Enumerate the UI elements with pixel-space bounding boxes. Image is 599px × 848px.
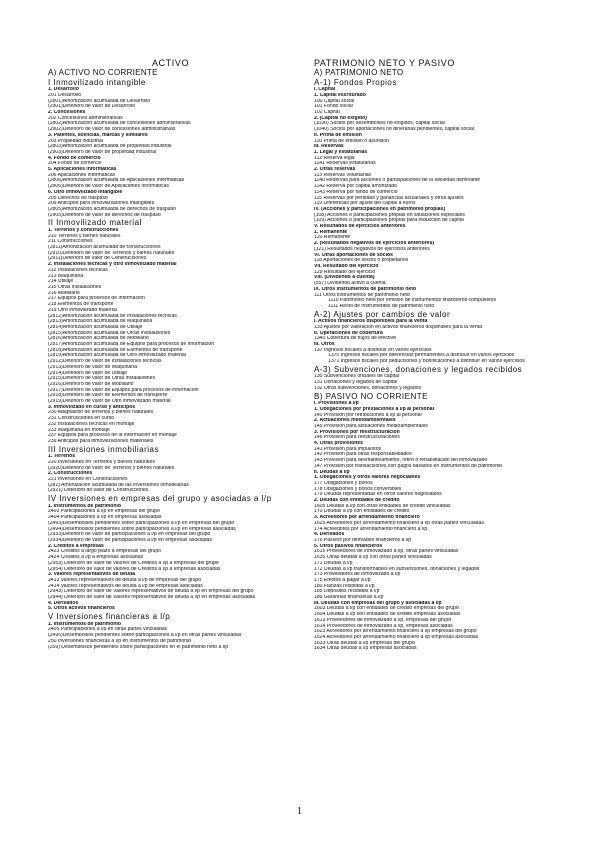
- account-line: (2933)Deterioro de valor de participaciones a l/p en empresas del grupo: [48, 532, 211, 538]
- item-heading: 2. Concesiones: [48, 110, 86, 115]
- account-line: 237 Equipos para procesos de la información en montaje: [48, 433, 177, 439]
- account-line: (2801)Amortización acumulada de Desarrollo: [48, 98, 151, 104]
- equity-liabilities-list: [314, 69, 564, 652]
- account-line: 1140 Reservas para acciones o participaciones de la sociedad dominante: [314, 178, 481, 184]
- page-number: 1: [297, 806, 302, 817]
- account-line: 221 Inversiones en Construcciones: [48, 477, 128, 483]
- account-line: (2906)Deterioro de valor de Aplicaciones informáticas: [48, 184, 169, 190]
- account-line: 206 Aplicaciones informáticas: [48, 172, 116, 178]
- account-line: (2811)Amortización acumulada de construcciones: [48, 245, 161, 251]
- account-line: (2814)Amortización acumulada de Utillaje: [48, 324, 143, 330]
- account-line: (2921) Deterioro de valor de Construcciones: [48, 488, 149, 494]
- item-heading: 5. Aplicaciones informáticas: [48, 167, 117, 173]
- account-line: 218 Elementos de transporte: [48, 302, 114, 308]
- account-line: 145 Provisión para actuaciones medioambientales: [314, 423, 428, 429]
- section-heading: A) PATRIMONIO NETO: [314, 68, 404, 77]
- account-line: (2817)Amortización acumulada de Equipos para procesos de información: [48, 342, 214, 348]
- group-heading: B) PASIVO NO CORRIENTE: [314, 391, 428, 401]
- account-line: 180 Fianzas recibidas a l/p: [314, 583, 375, 589]
- account-line: 115 Reservas por pérdidas y ganancias actuariales y otros ajustes: [314, 195, 464, 201]
- item-heading: 6. Otro inmovilizado intangible: [48, 189, 123, 195]
- account-line: (2912)Deterioro de valor de Instalaciones técnicas: [48, 359, 162, 365]
- account-line: 1625 Acreedores por arrendamiento financiero a l/p otras partes vinculadas: [314, 520, 484, 526]
- assets-list: [48, 69, 293, 650]
- account-line: 178 Obligaciones y bonos convertibles: [314, 486, 402, 492]
- account-line: (2920)Deterioro de valor de Terrenos y bienes naturales: [48, 465, 175, 471]
- account-line: 146 Provisión para reestructuraciones: [314, 435, 400, 441]
- account-line: (2916)Deterioro de valor de Mobiliario: [48, 381, 134, 387]
- account-line: (2806)Amortización acumulada de Aplicaciones informáticas: [48, 178, 185, 184]
- item-heading: 2. Deudas con entidades de crédito: [314, 498, 400, 504]
- group-heading: V Inversiones financieras a l/p: [48, 612, 171, 622]
- account-line: 101 Fondo social: [314, 104, 353, 110]
- assets-title: ACTIVO: [151, 58, 190, 68]
- item-heading: 1. Desarrollo: [48, 87, 79, 93]
- account-line: 132 Otras subvenciones, donaciones y legados: [314, 385, 422, 391]
- item-heading: 1. Terrenos y construcciones: [48, 227, 119, 233]
- item-heading: II. Operaciones de cobertura: [314, 330, 383, 336]
- account-line: 220 Inversiones en Terrenos y bienes naturales: [48, 459, 155, 465]
- group-heading: A-2) Ajustes por cambios de valor: [314, 309, 451, 319]
- account-line: 216 Mobiliario: [48, 290, 80, 296]
- account-line: 1615 Proveedores de inmovilizado a l/p, otras partes vinculadas: [314, 549, 459, 555]
- account-line: 141 Provisión para impuestos: [314, 446, 382, 452]
- item-heading: 1. Obligaciones por prestaciones a l/p al personal: [314, 406, 435, 412]
- account-line: (2915)Deterioro de valor de Otras instalaciones: [48, 376, 156, 382]
- account-line: 1340 Cobertura de flujos de efectivo: [314, 336, 396, 342]
- account-line: (109) Acciones o participaciones propias para reducción de capital: [314, 218, 464, 224]
- account-line: (2818)Amortización acumulada de Elementos de transporte: [48, 347, 183, 353]
- equity-liabilities-title: PATRIMONIO NETO Y PASIVO: [314, 58, 455, 68]
- account-line: (2902)Deterioro de valor de concesiones administrativas: [48, 127, 176, 133]
- account-line: (108) Acciones o participaciones propias en situaciones especiales: [314, 212, 465, 218]
- equity-liabilities-column: [314, 58, 564, 652]
- account-line: 140 Provisión por retribuciones a l/p al personal: [314, 412, 422, 418]
- account-line: 137 Ingresos fiscales a distribuir en varios ejercicios: [314, 347, 432, 353]
- item-heading: 2. Créditos a empresas: [48, 543, 104, 549]
- account-line: 1624 Acreedores por arrendamiento financiero a l/p empresas asociadas: [314, 634, 479, 640]
- account-line: 129 Resultado del ejercicio: [314, 269, 376, 275]
- account-line: 2405 Participaciones a l/p en otras partes vinculadas: [48, 627, 168, 633]
- account-line: 100 Capital social: [314, 98, 355, 104]
- item-heading: 3. Inmovilizado en curso y anticipos: [48, 404, 136, 410]
- account-line: 175 Efectos a pagar a l/p: [314, 577, 371, 583]
- item-heading: 4. Fondo de comercio: [48, 155, 101, 161]
- account-line: 118 Aportaciones de socios o propietarios: [314, 258, 409, 264]
- account-line: (2913)Deterioro de valor de Maquinaria: [48, 364, 137, 370]
- account-line: 201 Desarrollo: [48, 92, 82, 98]
- account-line: (2493)Desembolsos pendientes sobre participaciones a l/p en empresas del grupo: [48, 520, 235, 526]
- item-heading: 1. Terrenos: [48, 454, 76, 460]
- account-line: 1370 Ingresos fiscales por diferencias permanentes a distribuir en varios ejercicios: [328, 353, 515, 359]
- account-line: 2424 Créditos a l/p a empresas asociadas: [48, 555, 144, 561]
- group-heading: A-3) Subvenciones, donaciones y legados recibidos: [314, 364, 523, 374]
- section-heading: A) ACTIVO NO CORRIENTE: [48, 68, 158, 77]
- account-line: (2943) Deterioro de valor de Valores representativos de deuda a l/p en empresas del grupo: [48, 589, 254, 595]
- account-line: 102 Capital: [314, 110, 340, 115]
- account-line: 113 Reservas voluntarias: [314, 172, 372, 178]
- account-line: 213 Maquinaria: [48, 273, 84, 279]
- account-line: 232 Instalaciones técnicas en montaje: [48, 421, 135, 427]
- account-line: 133 Ajustes por valoración en activos financieros disponibles para la venta: [314, 324, 482, 330]
- account-line: 1111 Resto de instrumentos de patrimonio neto: [328, 303, 435, 309]
- account-line: 1142 Reserva por capital amortizado: [314, 184, 397, 190]
- item-heading: 4. Derivados: [314, 532, 345, 538]
- account-line: 1613 Proveedores de inmovilizado a l/p, empresas del grupo: [314, 617, 452, 623]
- account-line: (121) Resultados negativos de ejercicios anteriores: [314, 246, 430, 252]
- account-line: (2901)Deterioro de valor de Desarrollo: [48, 104, 135, 110]
- account-line: (2813)Amortización acumulada de Maquinaria: [48, 319, 153, 325]
- account-line: 1603 Deudas a l/p con entidades de crédito empresas del grupo: [314, 606, 459, 612]
- account-line: (2819)Amortización acumulada de Otro inmovilizado material: [48, 353, 186, 359]
- account-line: (2805)Amortización acumulada de derechos de traspaso: [48, 206, 176, 212]
- account-line: (1030) Socios por desembolsos no exigidos, capital social: [314, 121, 445, 127]
- account-line: (2815)Amortización acumulada de Otras instalaciones: [48, 330, 171, 336]
- account-line: 1371 Ingresos fiscales por deducciones y bonificaciones a distribuir en varios ejercicios: [328, 359, 525, 365]
- account-line: 2403 Participaciones a l/p en empresas del grupo: [48, 509, 160, 515]
- item-heading: III. Deudas con empresas del grupo y asociadas a l/p: [314, 600, 442, 606]
- account-line: 177 Obligaciones y bonos: [314, 480, 373, 486]
- item-heading: II. Prima de emisión: [314, 132, 362, 138]
- account-line: 219 Otro inmovilizado material: [48, 307, 117, 313]
- account-line: 119 Diferencias por ajuste del capital a euros: [314, 201, 416, 207]
- item-heading: VIII. (Dividendo a cuenta): [314, 275, 375, 281]
- account-line: 1110 Patrimonio neto por emisión de instrumentos financieros compuestos: [328, 298, 496, 304]
- item-heading: 2. Otras reservas: [314, 167, 356, 173]
- item-heading: 5. Otros pasivos financieros: [314, 543, 383, 549]
- account-line: 215 Otras instalaciones: [48, 284, 102, 290]
- item-heading: III. Otros: [314, 342, 335, 348]
- item-heading: 2. Actuaciones medioambientales: [314, 418, 396, 424]
- group-heading: A-1) Fondos Propios: [314, 77, 397, 87]
- account-line: (2910)Deterioro de valor de Terrenos y bienes naturales: [48, 250, 175, 256]
- account-line: 172 Deudas a l/p transformables en subvenciones, donaciones y legados: [314, 566, 480, 572]
- item-heading: 1. Instrumentos de patrimonio: [48, 503, 122, 509]
- item-heading: I. Activos financieros disponibles para la venta: [314, 319, 428, 325]
- item-heading: I. Capital: [314, 87, 336, 93]
- item-heading: VI. Otras aportaciones de socios: [314, 252, 393, 258]
- account-line: 142 Provisión para otras responsabilidades: [314, 452, 412, 458]
- item-heading: III. Reservas: [314, 144, 344, 150]
- group-heading: I Inmovilizado intangible: [48, 77, 146, 87]
- group-heading: III Inversiones inmobiliarias: [48, 444, 159, 454]
- account-line: 1605 Deudas a l/p con otras entidades de crédito vinculadas: [314, 503, 451, 509]
- account-line: 171 Deudas a l/p: [314, 560, 353, 566]
- account-line: (2954) Deterioro de valor de valores de Créditos a l/p a empresas asociadas: [48, 566, 221, 572]
- item-heading: 3. Valores representativos de deuda: [48, 572, 135, 578]
- account-line: (2914)Deterioro de valor de Utillaje: [48, 370, 127, 376]
- account-line: 173 Proveedores de inmovilizado a l/p: [314, 572, 401, 578]
- account-line: 131 Donaciones y legados de capital: [314, 380, 398, 386]
- account-line: 205 Derechos de traspaso: [48, 195, 108, 201]
- item-heading: 4. Otras provisiones: [314, 441, 363, 447]
- item-heading: 2. (Capital no exigido): [314, 115, 367, 121]
- account-line: 2423 Créditos a largo plazo a empresas del grupo: [48, 549, 161, 555]
- account-line: 239 Anticipos para inmovilizaciones materiales: [48, 438, 154, 444]
- account-line: 179 Deudas representadas en otros valores negociables: [314, 492, 442, 498]
- account-line: 202 Concesiones administrativas: [48, 115, 123, 121]
- item-heading: 1. Legal y estatutarias: [314, 149, 368, 155]
- item-heading: IV. (Acciones y participaciones en patrimonio propias): [314, 206, 446, 212]
- account-line: 1614 Proveedores de inmovilizado a l/p, empresas asociadas: [314, 623, 453, 629]
- account-line: 2414 Valores representativos de deuda a l/p de empresas asociadas: [48, 583, 203, 589]
- account-line: 147 Provisión por transacciones con pagos basados en instrumentos de patrimonio: [314, 463, 503, 469]
- item-heading: 1. Capital escriturado: [314, 92, 366, 98]
- account-line: 174 Acreedores por arrendamiento financiero a l/p: [314, 526, 428, 532]
- account-line: 214 Utillaje: [48, 279, 74, 285]
- item-heading: IX. Otros instrumentos de patrimonio neto: [314, 286, 417, 292]
- assets-column: [48, 58, 293, 650]
- account-line: (1040) Socios por aportaciones no dinerarias pendientes, capital social: [314, 127, 474, 133]
- account-line: (2903)Deterioro de valor de propiedad industrial: [48, 149, 157, 155]
- account-line: 250 Inversiones financieras a l/p en instrumentos de patrimonio: [48, 638, 191, 644]
- account-line: 211 Construcciones: [48, 239, 93, 245]
- account-line: 1635 Otras deudas a l/p con otras partes vinculadas: [314, 555, 432, 561]
- account-line: (2911)Deterioro de valor de Construcciones: [48, 256, 147, 262]
- group-heading: II Inmovilizado material: [48, 218, 142, 228]
- item-heading: V. Resultados de ejercicios anteriores: [314, 224, 406, 230]
- item-heading: VII. Resultado del ejercicio: [314, 263, 379, 269]
- account-line: 185 Depósitos recibidos a l/p: [314, 589, 380, 595]
- account-line: 204 Fondo de comercio: [48, 161, 102, 167]
- account-line: (557) Dividendo activo a cuenta: [314, 281, 386, 287]
- account-line: 1633 Otras deudas a l/p empresas del grupo: [314, 640, 415, 646]
- item-heading: 1. Obligaciones y otros valores negociables: [314, 475, 421, 481]
- account-line: 230 Adaptación de terrenos y bienes naturales: [48, 410, 154, 416]
- account-line: 1604 Deudas a l/p con entidades de crédito empresas asociadas: [314, 612, 461, 618]
- item-heading: 1. Remanente: [314, 229, 348, 235]
- account-line: 1623 Acreedores por arrendamiento financiero a l/p empresas del grupo: [314, 629, 477, 635]
- account-line: 212 Instalaciones técnicas: [48, 267, 108, 273]
- account-line: 112 Reserva legal: [314, 155, 355, 161]
- account-line: 2413 Valores representativos de deuda a l/p de empresas del grupo: [48, 577, 202, 583]
- account-line: (2919)Deterioro de valor de Otro inmovilizado material: [48, 399, 171, 405]
- account-line: 203 Propiedad industrial: [48, 138, 103, 144]
- account-line: 1143 Reserva por fondo de comercio: [314, 189, 398, 195]
- group-heading: IV Inversiones en empresas del grupo y asociadas a l/p: [48, 494, 272, 504]
- account-line: 233 Maquinaria en montaje: [48, 427, 110, 433]
- account-line: 170 Deudas a l/p con entidades de crédito: [314, 509, 410, 515]
- account-line: (2918)Deterioro de valor de Elementos de transporte: [48, 393, 168, 399]
- account-line: 209 Anticipos para inmovilizaciones intangibles: [48, 201, 155, 207]
- account-line: (282) Amortización acumulada de las inversiones inmobiliarias: [48, 482, 189, 488]
- account-line: 130 Subvenciones oficiales de capital: [314, 374, 399, 380]
- item-heading: II. Deudas a l/p: [314, 469, 350, 475]
- account-line: 217 Equipos para procesos de información: [48, 296, 145, 302]
- item-heading: 3. Provisiones por reestructuración: [314, 429, 400, 435]
- item-heading: 2. Construcciones: [48, 471, 93, 477]
- item-heading: 2. (Resultados negativos de ejercicios anteriores): [314, 241, 435, 247]
- item-heading: 5. Otros activos financieros: [48, 606, 115, 612]
- account-line: 176 Pasivos por derivados financieros a l/p: [314, 538, 412, 543]
- account-line: 110 Prima de emisión o asunción: [314, 138, 389, 144]
- account-line: (2495)Desembolsos pendientes sobre participaciones a l/p en otras partes vinculadas: [48, 633, 242, 639]
- account-line: 210 Terrenos y bienes naturales: [48, 233, 121, 239]
- item-heading: 4. Derivados: [48, 600, 79, 606]
- account-line: (2812)Amortización acumulada de Instalaciones técnicas: [48, 313, 177, 319]
- account-line: 111 Otros instrumentos de patrimonio neto: [314, 292, 410, 298]
- item-heading: 2. Instalaciones técnicas y otro inmovilizado material: [48, 262, 177, 268]
- account-line: (2905)Deterioro de valor de derechos de traspaso: [48, 212, 161, 218]
- account-line: (2802)Amortización acumulada de concesiones administrativas: [48, 121, 191, 127]
- account-line: (2934)Deterioro de valor de participaciones a l/p en empresas asociadas: [48, 538, 212, 543]
- account-line: 120 Remanente: [314, 235, 351, 241]
- account-line: 1634 Otras deudas a l/p empresas asociadas: [314, 646, 417, 652]
- account-line: 189 Garantías financieras a l/p: [314, 595, 384, 601]
- account-line: 231 Construcciones en curso: [48, 416, 114, 422]
- account-line: (2803)Amortización acumulada de propiedad industrial: [48, 144, 172, 150]
- item-heading: 3. Acreedores por arrendamiento financiero: [314, 515, 420, 521]
- account-line: (259) Desembolsos pendientes sobre participaciones en el patrimonio neto a l/p: [48, 644, 229, 650]
- account-line: (2494)Desembolsos pendientes sobre participaciones a l/p en empresas asociadas: [48, 526, 236, 532]
- account-line: (2816)Amortización acumulada de Mobiliario: [48, 336, 149, 342]
- account-line: (2944) Deterioro de valor de Valores representativos de deuda a l/p en empresas asociadas: [48, 595, 256, 601]
- account-line: (2953) Deterioro de valor de valores de Créditos a l/p a empresas del grupo: [48, 560, 219, 566]
- account-line: (2917)Deterioro de valor de Equipos para procesos de información: [48, 387, 199, 393]
- item-heading: I. Provisiones a l/p: [314, 401, 359, 407]
- account-line: 1141 Reservas estatutarias: [314, 161, 376, 167]
- account-line: 143 Provisión para desmantelamiento, retiro o rehabilitación del inmovilizado: [314, 458, 488, 464]
- item-heading: 3. Patentes, licencias, marcas y similares: [48, 132, 148, 138]
- item-heading: 1. Instrumentos de patrimonio: [48, 621, 122, 627]
- account-line: 2404 Participaciones a l/p en empresas asociadas: [48, 515, 162, 521]
